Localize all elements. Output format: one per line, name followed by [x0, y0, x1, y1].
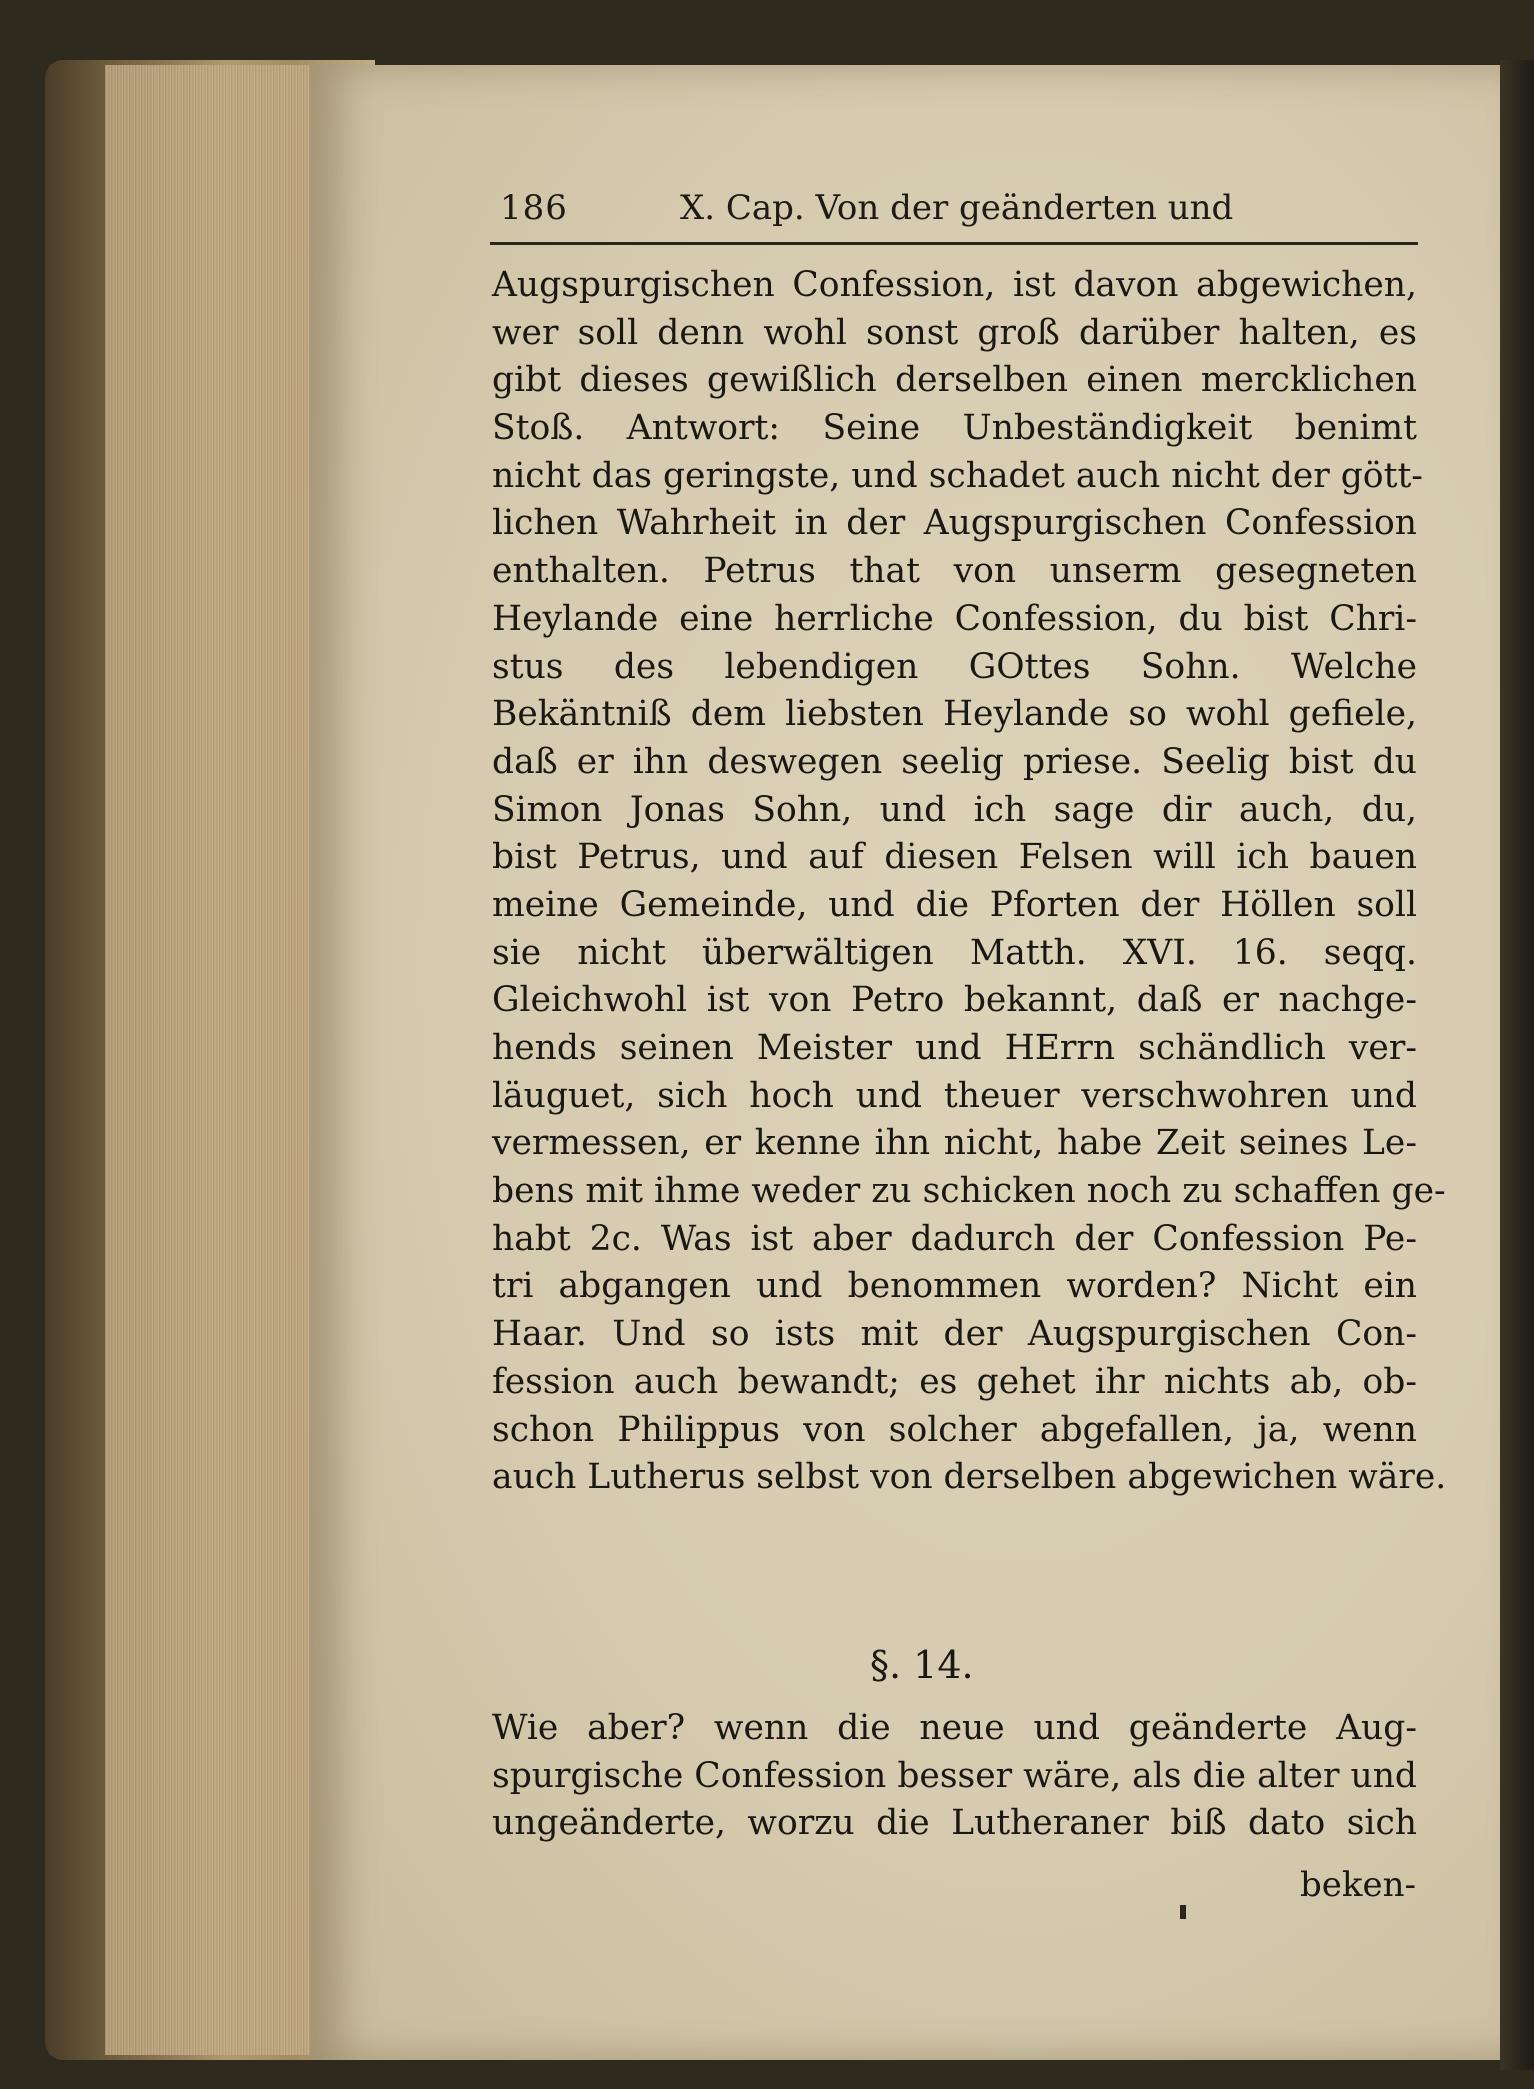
text-line: vermessen, er kenne ihn nicht, habe Zeit seines Le- — [492, 1123, 1417, 1164]
text-line: Simon Jonas Sohn, und ich sage dir auch, du, — [492, 789, 1417, 830]
text-line: Heylande eine herrliche Confession, du bist Chri- — [492, 598, 1417, 639]
text-line: meine Gemeinde, und die Pforten der Höllen soll — [492, 884, 1417, 925]
text-line: bist Petrus, und auf diesen Felsen will ich bauen — [492, 837, 1417, 878]
text-line: schon Philippus von solcher abgefallen, ja, wenn — [492, 1409, 1417, 1450]
text-line: hends seinen Meister und HErrn schändlich ver- — [492, 1028, 1417, 1068]
text-line: daß er ihn deswegen seelig priese. Seelig bist du — [492, 741, 1417, 782]
text-line: bens mit ihme weder zu schicken noch zu schaffen ge- — [492, 1171, 1446, 1212]
text-line: sie nicht überwältigen Matth. XVI. 16. seqq. — [492, 932, 1417, 973]
text-line: tri abgangen und benommen worden? Nicht ein — [492, 1266, 1417, 1307]
text-line: Haar. Und so ists mit der Augspurgischen Con- — [492, 1314, 1417, 1355]
text-line: fession auch bewandt; es gehet ihr nichts ab, ob- — [492, 1361, 1417, 1402]
catchword: beken- — [1300, 1865, 1416, 1905]
text-line: Gleichwohl ist von Petro bekannt, daß er nachge- — [492, 980, 1417, 1021]
text-line: auch Lutherus selbst von derselben abgewichen wäre. — [492, 1457, 1447, 1498]
main-text — [492, 262, 1447, 1502]
text-line: lichen Wahrheit in der Augspurgischen Confession — [492, 503, 1417, 544]
section-heading: §. 14. — [870, 1643, 974, 1687]
page-edges — [105, 65, 335, 2055]
section-text — [492, 1705, 1417, 1848]
text-line: spurgische Confession besser wäre, als die alter und — [492, 1755, 1417, 1796]
facing-page-edge — [1500, 60, 1534, 2070]
text-line: Wie aber? wenn die neue und geänderte Aug- — [492, 1708, 1417, 1748]
text-line: läuguet, sich hoch und theuer verschwohren und — [492, 1075, 1417, 1116]
text-line: habt 2c. Was ist aber dadurch der Confession Pe- — [492, 1218, 1417, 1259]
text-line: stus des lebendigen GOttes Sohn. Welche — [492, 646, 1417, 687]
ink-speck — [1180, 1905, 1186, 1919]
page-number: 186 — [500, 188, 568, 228]
text-line: Augspurgischen Confession, ist davon abgewichen, — [492, 265, 1417, 305]
text-line: wer soll denn wohl sonst groß darüber halten, es — [492, 312, 1417, 353]
running-head: X. Cap. Von der geänderten und — [680, 188, 1234, 228]
text-line: gibt dieses gewißlich derselben einen mercklichen — [492, 360, 1417, 401]
text-line: Stoß. Antwort: Seine Unbeständigkeit benimt — [492, 408, 1417, 449]
header-rule — [490, 242, 1418, 245]
text-line: nicht das geringste, und schadet auch nicht der gött- — [492, 455, 1423, 496]
text-line: Bekäntniß dem liebsten Heylande so wohl gefiele, — [492, 694, 1417, 735]
text-line: enthalten. Petrus that von unserm gesegneten — [492, 551, 1417, 592]
text-line: ungeänderte, worzu die Lutheraner biß dato sich — [492, 1803, 1417, 1844]
page-header — [490, 188, 1420, 238]
